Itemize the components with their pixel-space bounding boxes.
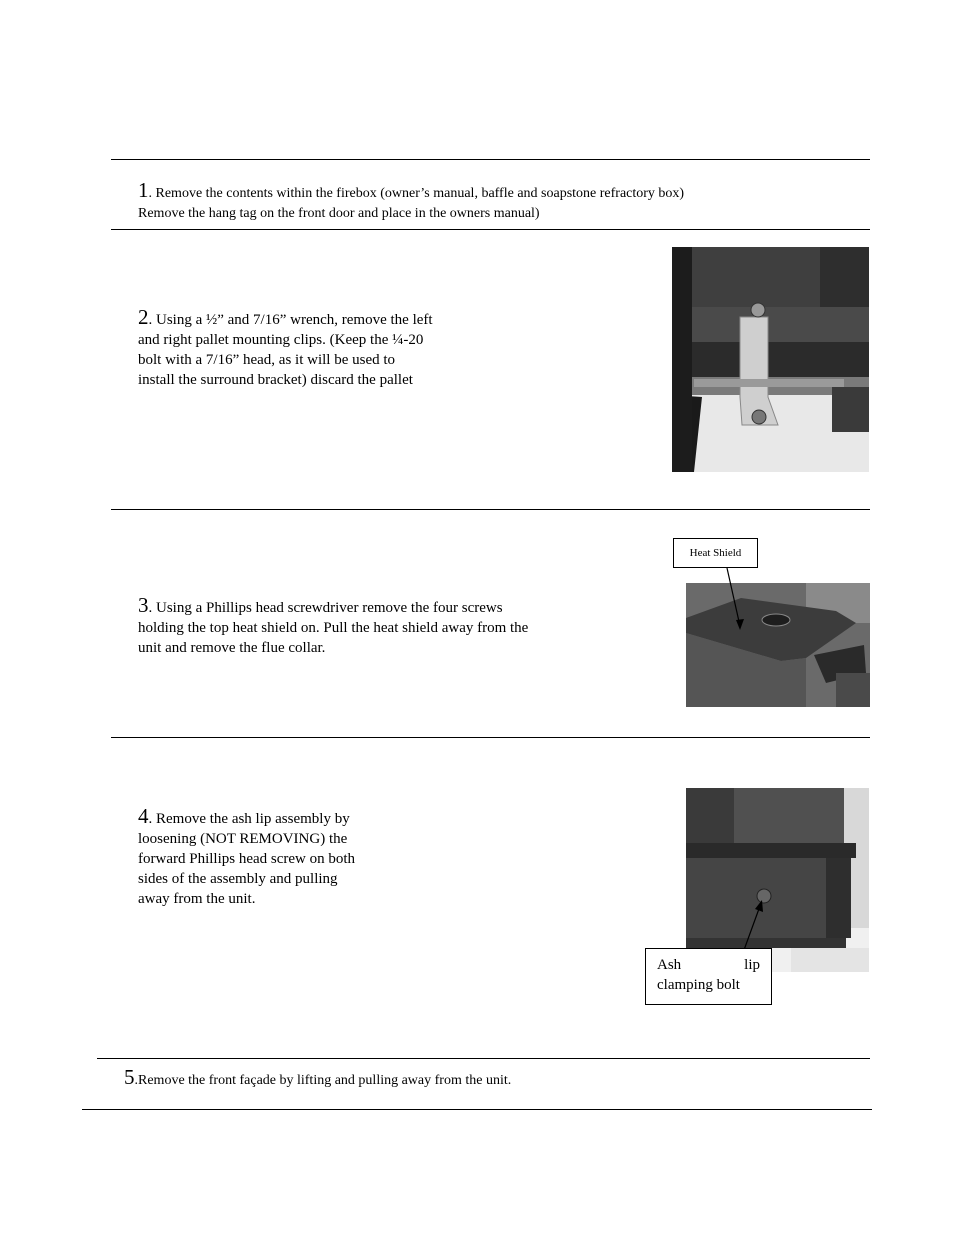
step-3-line-2: holding the top heat shield on. Pull the heat shield away from the (138, 620, 529, 636)
step-3-line-1 (138, 595, 608, 618)
step-2-line-1 (138, 307, 498, 330)
step-2-line-4: install the surround bracket) discard the pallet (138, 372, 413, 388)
ash-lip-arrow (738, 896, 768, 952)
divider-rule (111, 229, 870, 230)
step-2-line-2: and right pallet mounting clips. (Keep the ¼-20 (138, 332, 424, 348)
step-3-line-3: unit and remove the flue collar. (138, 640, 326, 656)
step-text: . Remove the contents within the firebox (owner’s manual, baffle and soapstone refractory box) (148, 186, 685, 201)
divider-rule (82, 1109, 872, 1110)
callout-word: lip (744, 957, 760, 973)
divider-rule (111, 509, 870, 510)
step-4-line-3: forward Phillips head screw on both (138, 851, 356, 867)
step-number: 4 (138, 804, 149, 828)
heat-shield-callout: Heat Shield (673, 538, 758, 568)
step-2 (138, 307, 498, 390)
heat-shield-photo (686, 583, 870, 707)
step-number: 5 (124, 1065, 135, 1089)
step-1-line-1 (138, 180, 858, 204)
step-2-line-3: bolt with a 7/16” head, as it will be used to (138, 352, 396, 368)
step-5 (124, 1067, 824, 1091)
ash-lip-callout-line-1 (657, 955, 760, 975)
step-text: . Remove the ash lip assembly by (148, 811, 350, 827)
step-text: . Using a Phillips head screwdriver remove the four screws (148, 600, 503, 616)
pallet-clip-illustration (672, 247, 869, 472)
step-number: 1 (138, 178, 149, 202)
divider-rule (111, 159, 870, 160)
ash-lip-photo (686, 788, 869, 972)
step-3 (138, 595, 608, 658)
step-4-line-1 (138, 806, 408, 829)
step-4 (138, 804, 408, 907)
ash-lip-illustration (686, 788, 869, 972)
step-4-line-4: sides of the assembly and pulling (138, 871, 338, 887)
step-text: . Using a ½” and 7/16” wrench, remove the left (148, 312, 433, 328)
step-number: 2 (138, 305, 149, 329)
callout-word: Ash (657, 957, 682, 973)
step-1-line-2: Remove the hang tag on the front door and place in the owners manual) (138, 206, 540, 221)
heat-shield-arrow (715, 566, 755, 632)
divider-rule (97, 1058, 870, 1059)
ash-lip-callout (645, 948, 772, 1005)
heat-shield-illustration (686, 583, 870, 707)
ash-lip-callout-line-2: clamping bolt (657, 977, 740, 993)
step-number: 3 (138, 593, 149, 617)
step-4-line-5: away from the unit. (138, 891, 256, 907)
step-text: .Remove the front façade by lifting and pulling away from the unit. (134, 1073, 512, 1088)
pallet-clip-photo (672, 247, 869, 472)
step-1 (138, 180, 858, 224)
divider-rule (111, 737, 870, 738)
step-4-line-2: loosening (NOT REMOVING) the (138, 831, 348, 847)
